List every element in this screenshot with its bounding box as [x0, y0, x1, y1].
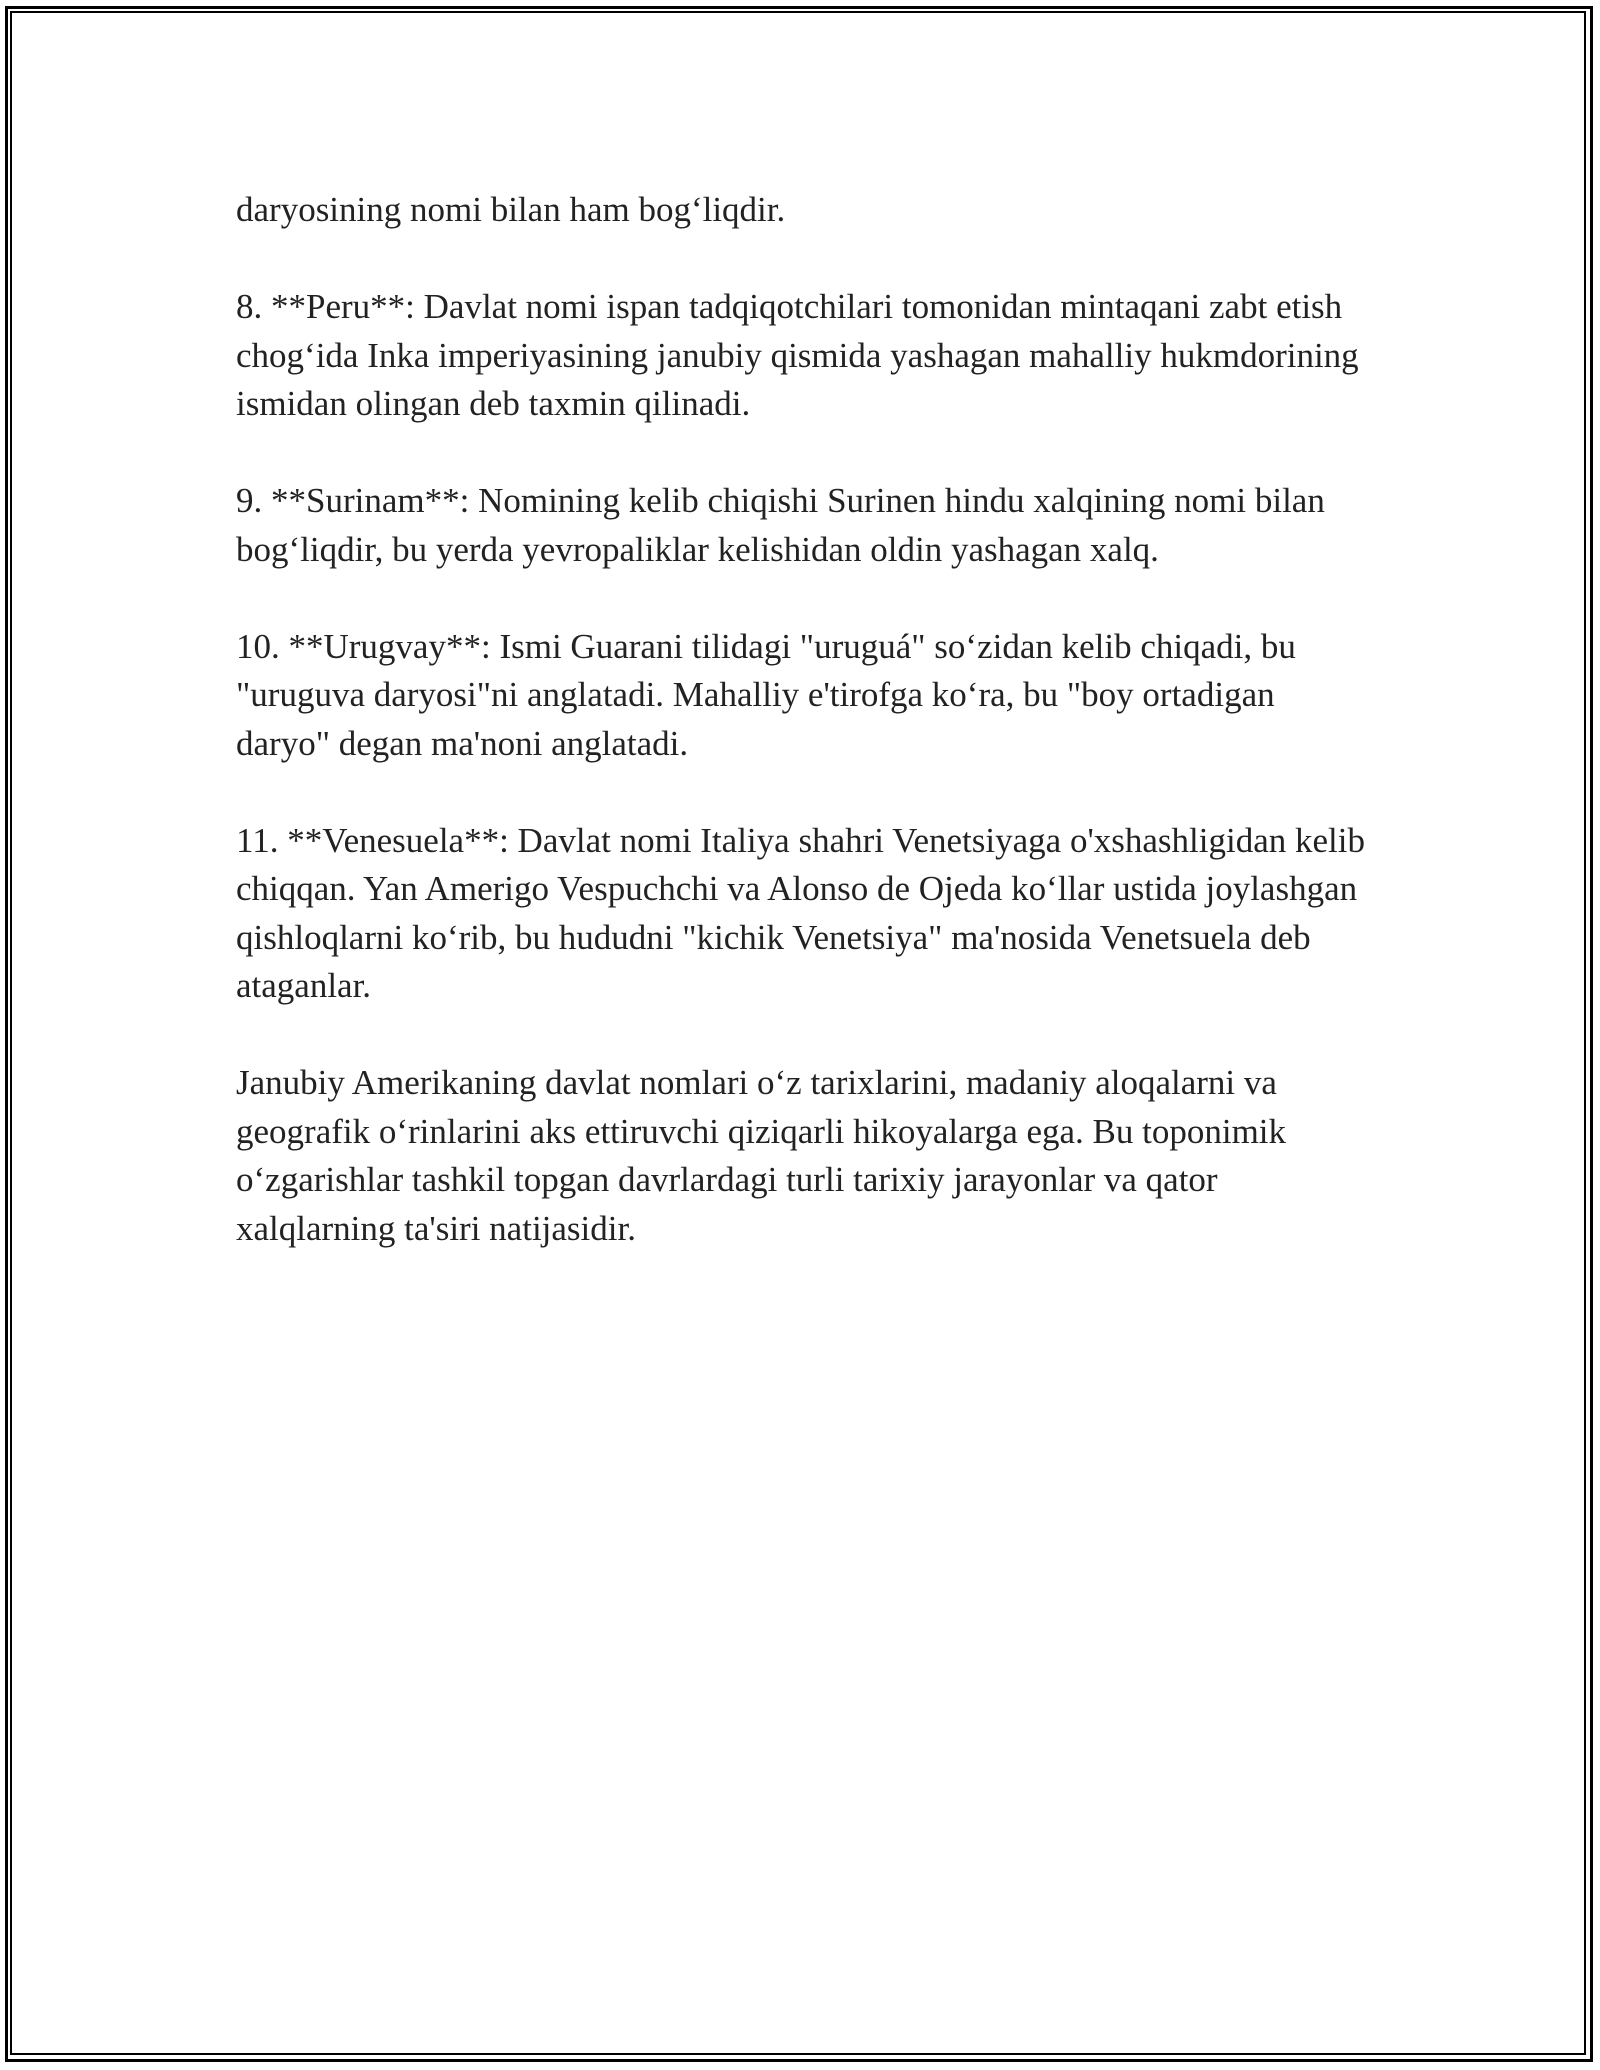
paragraph-continuation: daryosining nomi bilan ham bog‘liqdir. [236, 190, 786, 229]
paragraph-peru: 8. **Peru**: Davlat nomi ispan tadqiqotchilari tomonidan mintaqani zabt etish chog‘ida Inka imperiyasining janubiy qismida yashagan mahalliy hukmdorining ismidan olingan deb taxmin qilinadi. [236, 287, 1359, 423]
paragraph-urugvay: 10. **Urugvay**: Ismi Guarani tilidagi "uruguá" so‘zidan kelib chiqadi, bu "uruguva daryosi"ni anglatadi. Mahalliy e'tirofga ko‘ra, bu "boy ortadigan daryo" degan ma'noni anglatadi. [236, 626, 1296, 763]
paragraph-conclusion: Janubiy Amerikaning davlat nomlari o‘z tarixlarini, madaniy aloqalarni va geografik o‘rinlarini aks ettiruvchi qiziqarli hikoyalarga ega. Bu toponimik o‘zgarishlar tashkil topgan davrlardagi turli tarixiy jarayonlar va qator xalqlarning ta'siri natijasidir. [236, 1063, 1287, 1248]
paragraph-venesuela: 11. **Venesuela**: Davlat nomi Italiya shahri Venetsiyaga o'xshashligidan kelib chiqqan. Yan Amerigo Vespuchchi va Alonso de Ojeda ko‘llar ustida joylashgan qishloqlarni ko‘rib, bu hududni "kichik Venetsiya" ma'nosida Venetsuela deb ataganlar. [236, 820, 1365, 1005]
document-body [236, 186, 1366, 1302]
paragraph-surinam: 9. **Surinam**: Nomining kelib chiqishi Surinen hindu xalqining nomi bilan bog‘liqdir, bu yerda yevropaliklar kelishidan oldin yashagan xalq. [236, 481, 1325, 569]
